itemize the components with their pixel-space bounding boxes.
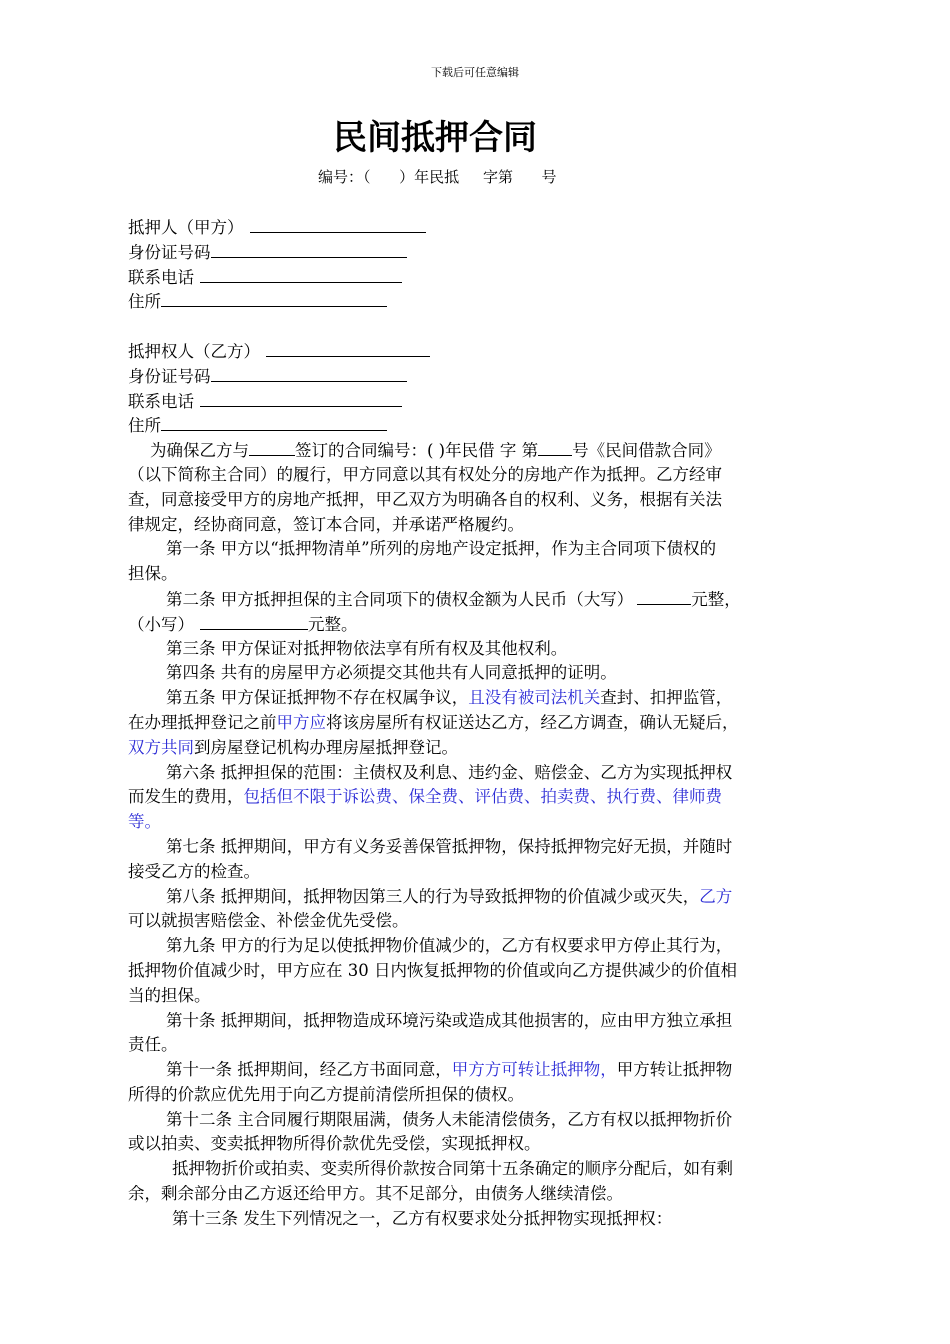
mortgagee-phone-label: 联系电话 xyxy=(128,391,194,411)
article-text-highlight: 且没有被司法机关 xyxy=(468,688,601,708)
preamble-line-2: （以下简称主合同）的履行，甲方同意以其有权处分的房地产作为抵押。乙方经审 xyxy=(128,464,722,484)
amount-figures-blank xyxy=(200,612,308,630)
article-text: 第二条 甲方抵押担保的主合同项下的债权金额为人民币（大写） xyxy=(166,589,634,609)
mortgagee-phone-blank xyxy=(200,389,402,407)
mortgagor-address-field xyxy=(128,289,838,314)
article-text: 在办理抵押登记之前 xyxy=(128,712,277,732)
preamble-line-1 xyxy=(128,438,838,463)
article-11-line-2: 所得的价款应优先用于向乙方提前清偿所担保的债权。 xyxy=(128,1084,524,1104)
preamble-text: 签订的合同编号：( )年民借 字 第 xyxy=(295,441,539,461)
article-8-line-2: 可以就损害赔偿金、补偿金优先受偿。 xyxy=(128,911,409,931)
mortgagee-address-blank xyxy=(161,413,387,431)
article-text: 第五条 甲方保证抵押物不存在权属争议， xyxy=(166,688,469,708)
article-13: 第十三条 发生下列情况之一，乙方有权要求处分抵押物实现抵押权： xyxy=(172,1208,673,1228)
article-2-line-1 xyxy=(128,587,838,612)
article-text: （小写） xyxy=(128,614,194,634)
article-12-line-2: 或以拍卖、变卖抵押物所得价款优先受偿，实现抵押权。 xyxy=(128,1134,541,1154)
article-text: 甲方转让抵押物 xyxy=(616,1060,733,1080)
article-text-highlight: 乙方 xyxy=(699,886,733,906)
article-5-line-1 xyxy=(128,686,838,711)
preamble-text: 号《民间借款合同》 xyxy=(572,441,721,461)
article-12-line-1: 第十二条 主合同履行期限届满，债务人未能清偿债务，乙方有权以抵押物折价 xyxy=(166,1109,733,1129)
mortgagee-id-label: 身份证号码 xyxy=(128,366,211,386)
mortgagee-address-field xyxy=(128,413,838,438)
contract-number-line: 编号：（ ）年民抵 字第 号 xyxy=(318,168,557,186)
article-8-line-1 xyxy=(128,885,838,910)
mortgagor-blank xyxy=(250,215,426,233)
preamble-text: 为确保乙方与 xyxy=(150,441,249,461)
page-title: 民间抵押合同 xyxy=(333,118,537,158)
article-2-line-2 xyxy=(128,612,838,637)
contract-body xyxy=(128,215,838,1232)
mortgagee-blank xyxy=(266,339,430,357)
mortgagee-address-label: 住所 xyxy=(128,416,161,436)
article-12-para-2-line-1: 抵押物折价或拍卖、变卖所得价款按合同第十五条确定的顺序分配后，如有剩 xyxy=(172,1159,733,1179)
mortgagor-id-field xyxy=(128,240,838,265)
article-6-line-3: 等。 xyxy=(128,812,161,832)
mortgagee-id-blank xyxy=(211,364,407,382)
article-9-line-3: 当的担保。 xyxy=(128,985,211,1005)
amount-words-blank xyxy=(637,587,691,605)
mortgagor-phone-label: 联系电话 xyxy=(128,267,194,287)
preamble-line-4: 律规定，经协商同意，签订本合同，并承诺严格履约。 xyxy=(128,514,524,534)
article-7-line-2: 接受乙方的检查。 xyxy=(128,861,260,881)
mortgagor-id-label: 身份证号码 xyxy=(128,242,211,262)
article-text: 查封、扣押监管， xyxy=(600,688,733,708)
article-5-line-2 xyxy=(128,711,838,736)
article-11-line-1 xyxy=(128,1058,838,1083)
mortgagor-address-label: 住所 xyxy=(128,292,161,312)
article-10-line-2: 责任。 xyxy=(128,1035,178,1055)
article-text: 到房屋登记机构办理房屋抵押登记。 xyxy=(194,737,458,757)
article-10-line-1: 第十条 抵押期间，抵押物造成环境污染或造成其他损害的，应由甲方独立承担 xyxy=(166,1010,733,1030)
article-text: 第十一条 抵押期间，经乙方书面同意， xyxy=(166,1060,452,1080)
mortgagee-label: 抵押权人（乙方） xyxy=(128,341,260,361)
number-blank xyxy=(538,438,572,456)
mortgagor-address-blank xyxy=(161,289,387,307)
mortgagor-phone-field xyxy=(128,265,838,290)
article-text: 而发生的费用， xyxy=(128,787,244,807)
article-6-line-2 xyxy=(128,785,838,810)
article-6-line-1: 第六条 抵押担保的范围：主债权及利息、违约金、赔偿金、乙方为实现抵押权 xyxy=(166,762,733,782)
article-text: 第八条 抵押期间，抵押物因第三人的行为导致抵押物的价值减少或灭失， xyxy=(166,886,700,906)
article-text: 将该房屋所有权证送达乙方，经乙方调查，确认无疑后， xyxy=(326,712,739,732)
mortgagee-field xyxy=(128,339,838,364)
mortgagor-id-blank xyxy=(211,240,407,258)
article-3: 第三条 甲方保证对抵押物依法享有所有权及其他权利。 xyxy=(166,638,568,658)
mortgagee-id-field xyxy=(128,364,838,389)
article-text-highlight: 包括但不限于诉讼费、保全费、评估费、拍卖费、执行费、律师费 xyxy=(243,787,722,807)
article-12-para-2-line-2: 余，剩余部分由乙方返还给甲方。其不足部分，由债务人继续清偿。 xyxy=(128,1184,623,1204)
preamble-line-3: 查，同意接受甲方的房地产抵押，甲乙双方为明确各自的权利、义务，根据有关法 xyxy=(128,489,722,509)
article-9-line-1: 第九条 甲方的行为足以使抵押物价值减少的，乙方有权要求甲方停止其行为， xyxy=(166,936,733,956)
article-text: 元整。 xyxy=(308,614,358,634)
article-9-line-2: 抵押物价值减少时，甲方应在 30 日内恢复抵押物的价值或向乙方提供减少的价值相 xyxy=(128,960,737,980)
article-1-line-1: 第一条 甲方以“抵押物清单”所列的房地产设定抵押，作为主合同项下债权的 xyxy=(166,539,717,559)
article-text-highlight: 甲方方可转让抵押物， xyxy=(451,1060,617,1080)
article-7-line-1: 第七条 抵押期间，甲方有义务妥善保管抵押物，保持抵押物完好无损，并随时 xyxy=(166,836,733,856)
mortgagee-phone-field xyxy=(128,389,838,414)
article-1-line-2: 担保。 xyxy=(128,564,178,584)
article-text-highlight: 甲方应 xyxy=(276,712,326,732)
article-4: 第四条 共有的房屋甲方必须提交其他共有人同意抵押的证明。 xyxy=(166,663,617,683)
mortgagor-phone-blank xyxy=(200,265,402,283)
article-text: 元整， xyxy=(691,589,741,609)
header-note: 下载后可任意编辑 xyxy=(431,66,519,79)
party-blank xyxy=(249,438,295,456)
mortgagor-field xyxy=(128,215,838,240)
article-text-highlight: 双方共同 xyxy=(128,737,194,757)
article-5-line-3 xyxy=(128,736,838,761)
mortgagor-label: 抵押人（甲方） xyxy=(128,218,244,237)
